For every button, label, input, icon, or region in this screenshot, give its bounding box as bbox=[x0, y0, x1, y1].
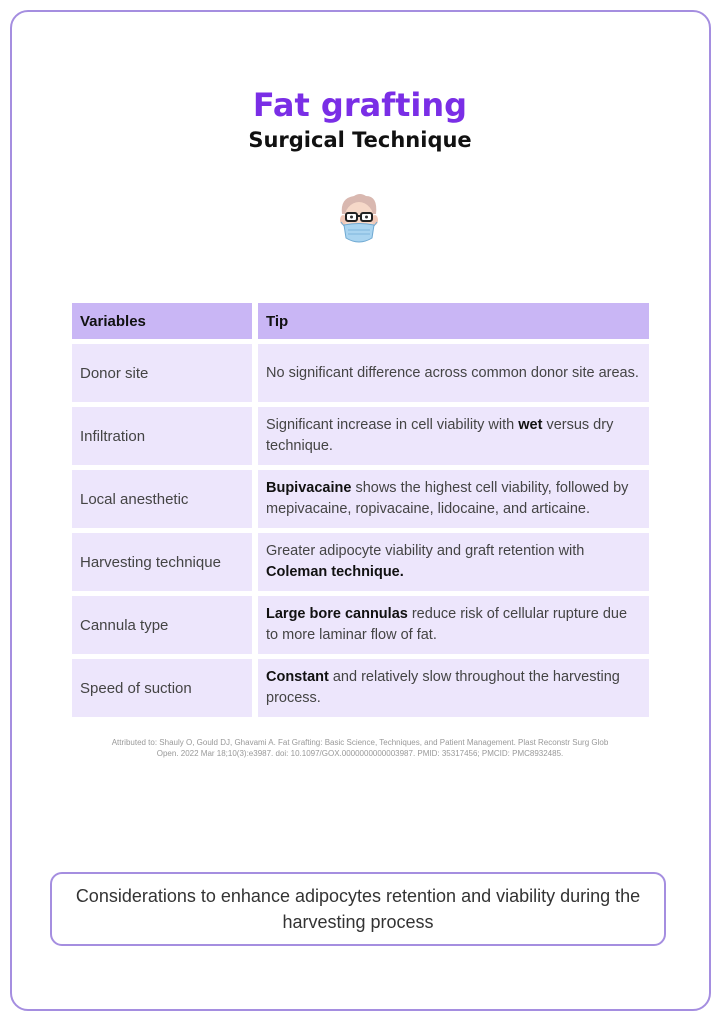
header-variables: Variables bbox=[72, 303, 252, 339]
tip-cell: Greater adipocyte viability and graft retention with Coleman technique. bbox=[258, 533, 649, 591]
tip-cell: Constant and relatively slow throughout the harvesting process. bbox=[258, 659, 649, 717]
variable-cell: Cannula type bbox=[72, 596, 252, 654]
table-row bbox=[72, 596, 649, 654]
citation-text: Attributed to: Shauly O, Gould DJ, Ghavami A. Fat Grafting: Basic Science, Techniques, and Patient Management. Plast Reconstr Surg Glob Open. 2022 Mar 18;10(3):e3987. doi: 10.1097/GOX.0000000000003987. PMID: 35317456; PMCID: PMC8932485. bbox=[111, 738, 609, 758]
variable-cell: Local anesthetic bbox=[72, 470, 252, 528]
tip-cell: Significant increase in cell viability with wet versus dry technique. bbox=[258, 407, 649, 465]
tip-cell: Bupivacaine shows the highest cell viability, followed by mepivacaine, ropivacaine, lidocaine, and articaine. bbox=[258, 470, 649, 528]
page-subtitle: Surgical Technique bbox=[248, 128, 472, 152]
doctor-with-mask-icon bbox=[334, 192, 384, 250]
variable-cell: Harvesting technique bbox=[72, 533, 252, 591]
tip-cell: No significant difference across common donor site areas. bbox=[258, 344, 649, 402]
caption-box: Considerations to enhance adipocytes retention and viability during the harvesting process bbox=[50, 872, 666, 946]
header-tip: Tip bbox=[258, 303, 649, 339]
technique-table bbox=[72, 303, 649, 722]
variable-cell: Donor site bbox=[72, 344, 252, 402]
variable-cell: Infiltration bbox=[72, 407, 252, 465]
table-row bbox=[72, 533, 649, 591]
table-row bbox=[72, 407, 649, 465]
table-row bbox=[72, 344, 649, 402]
table-header-row bbox=[72, 303, 649, 339]
table-row bbox=[72, 470, 649, 528]
table-row bbox=[72, 659, 649, 717]
page-title: Fat grafting bbox=[252, 86, 468, 124]
variable-cell: Speed of suction bbox=[72, 659, 252, 717]
tip-cell: Large bore cannulas reduce risk of cellular rupture due to more laminar flow of fat. bbox=[258, 596, 649, 654]
